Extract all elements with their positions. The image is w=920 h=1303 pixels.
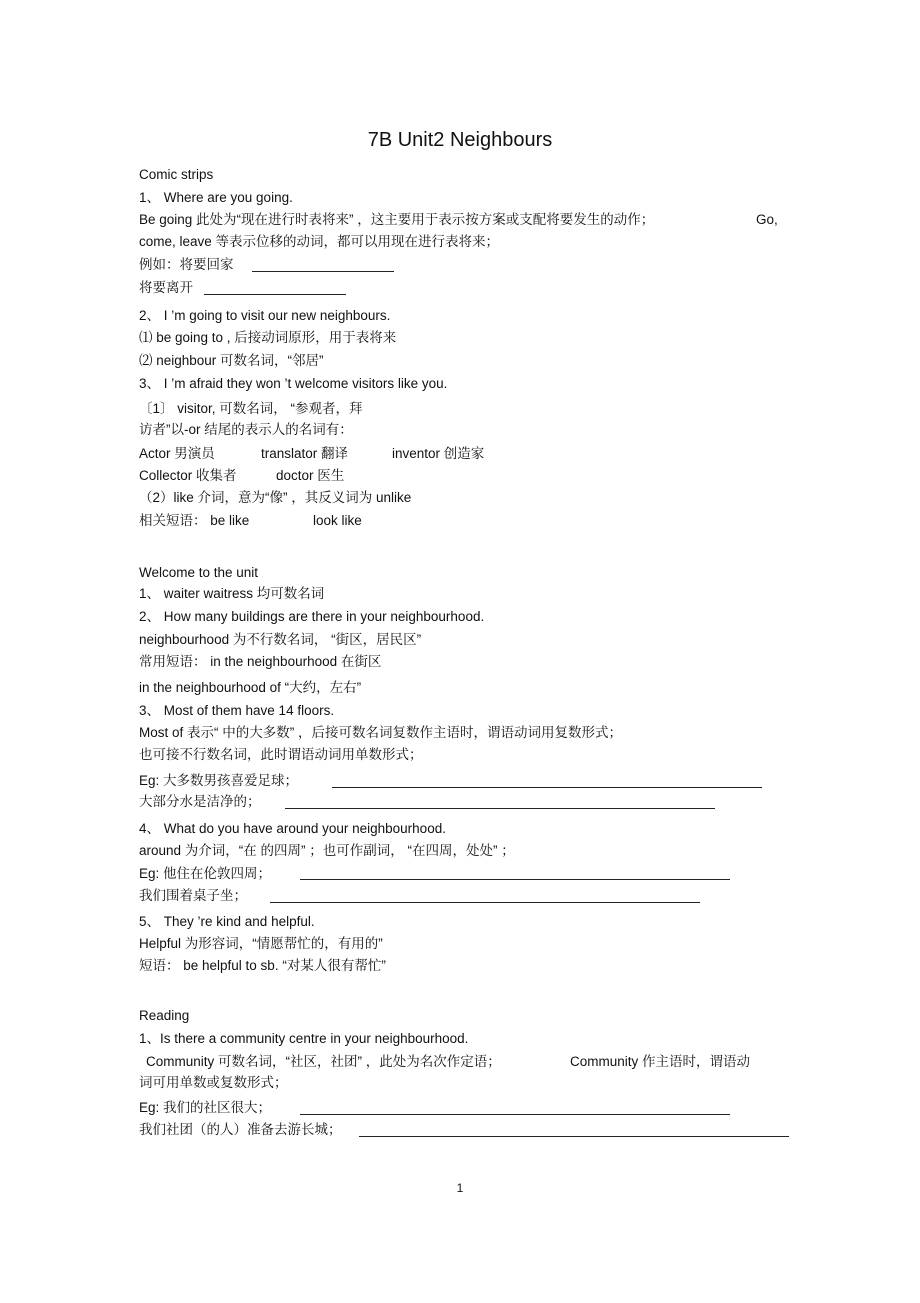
text-line: 将要离开 [139, 280, 193, 295]
text-line: look like [313, 513, 362, 528]
text-line: 例如：将要回家 [139, 257, 234, 272]
text-line: ⑴ be going to , 后接动词原形，用于表将来 [139, 330, 397, 345]
text-line: 2、 I ’m going to visit our new neighbours. [139, 308, 391, 323]
text-line: Be going 此处为“现在进行时表将来” ，这主要用于表示按方案或支配将要发生的动作； [139, 212, 655, 227]
answer-blank[interactable] [300, 1114, 730, 1115]
answer-blank[interactable] [332, 787, 762, 788]
text-line: 我们社团（的人）准备去游长城； [139, 1122, 342, 1137]
page-title: 7B Unit2 Neighbours [367, 129, 553, 151]
text-line: Go, [756, 212, 778, 227]
answer-blank[interactable] [252, 271, 394, 272]
text-line: translator 翻译 [261, 446, 349, 461]
text-line: 常用短语： in the neighbourhood 在街区 [139, 654, 382, 669]
text-line: 〔1〕 visitor, 可数名词， “参观者，拜 [139, 401, 363, 416]
answer-blank[interactable] [300, 879, 730, 880]
page-number: 1 [456, 1181, 464, 1195]
text-line: Helpful 为形容词，“情愿帮忙的，有用的” [139, 936, 383, 951]
text-line: doctor 医生 [276, 468, 345, 483]
text-line: Eg: 他住在伦敦四周； [139, 866, 272, 881]
text-line: ⑵ neighbour 可数名词，“邻居” [139, 353, 324, 368]
text-line: inventor 创造家 [392, 446, 485, 461]
text-line: Collector 收集者 [139, 468, 237, 483]
text-line: 也可接不行数名词，此时谓语动词用单数形式； [139, 747, 423, 762]
text-line: 我们围着桌子坐； [139, 888, 247, 903]
text-line: 3、 I ’m afraid they won ’t welcome visitors like you. [139, 376, 448, 391]
text-line: 短语： be helpful to sb. “对某人很有帮忙” [139, 958, 386, 973]
text-line: 2、 How many buildings are there in your neighbourhood. [139, 609, 485, 624]
text-line: 4、 What do you have around your neighbourhood. [139, 821, 446, 836]
text-line: Community 作主语时，谓语动 [570, 1054, 751, 1069]
answer-blank[interactable] [270, 902, 700, 903]
section-heading-reading: Reading [139, 1008, 190, 1023]
text-line: in the neighbourhood of “大约，左右” [139, 680, 362, 695]
text-line: Actor 男演员 [139, 446, 215, 461]
text-line: 1、 waiter waitress 均可数名词 [139, 586, 325, 601]
text-line: 相关短语： be like [139, 513, 250, 528]
text-line: around 为介词，“在 的四周” ；也可作副词， “在四周，处处” ； [139, 843, 515, 858]
text-line: （2）like 介词，意为“像” ，其反义词为 unlike [139, 490, 412, 505]
answer-blank[interactable] [204, 294, 346, 295]
section-heading-comic: Comic strips [139, 167, 214, 182]
text-line: neighbourhood 为不行数名词， “街区，居民区” [139, 632, 422, 647]
answer-blank[interactable] [359, 1136, 789, 1137]
text-line: 词可用单数或复数形式； [139, 1075, 288, 1090]
text-line: 大部分水是洁净的； [139, 794, 261, 809]
text-line: 1、 Where are you going. [139, 190, 293, 205]
text-line: Most of 表示“ 中的大多数” ，后接可数名词复数作主语时，谓语动词用复数形式； [139, 725, 623, 740]
text-line: 5、 They ’re kind and helpful. [139, 914, 315, 929]
text-line: Eg: 大多数男孩喜爱足球； [139, 773, 299, 788]
text-line: come, leave 等表示位移的动词，都可以用现在进行表将来； [139, 234, 500, 249]
section-heading-welcome: Welcome to the unit [139, 565, 259, 580]
text-line: Eg: 我们的社区很大； [139, 1100, 272, 1115]
text-line: 3、 Most of them have 14 floors. [139, 703, 335, 718]
text-line: 1、Is there a community centre in your neighbourhood. [139, 1031, 469, 1046]
answer-blank[interactable] [285, 808, 715, 809]
text-line: Community 可数名词，“社区，社团” ，此处为名次作定语； [146, 1054, 501, 1069]
text-line: 访者”以-or 结尾的表示人的名词有： [139, 422, 353, 437]
